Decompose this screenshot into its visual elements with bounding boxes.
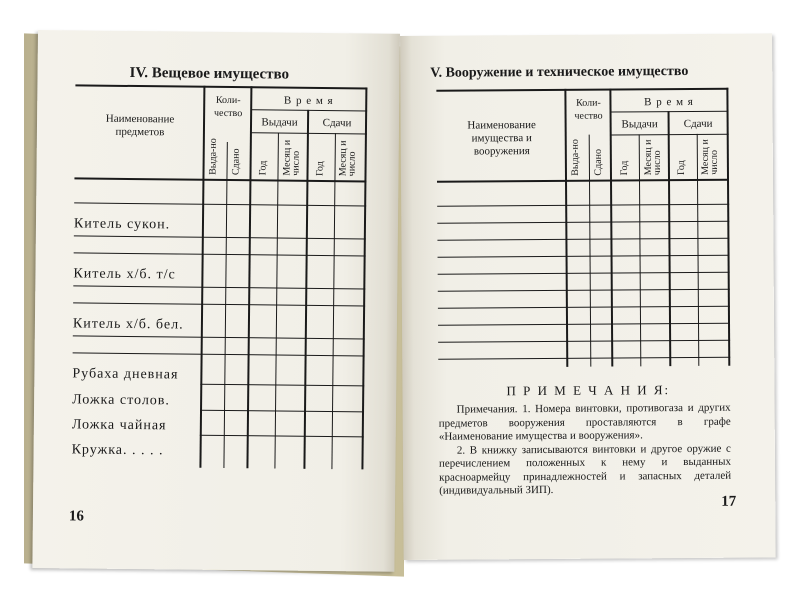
right-issue-header: Выдачи — [621, 118, 658, 131]
right-row-line — [438, 357, 730, 360]
right-row-line — [438, 306, 730, 309]
left-page — [32, 30, 400, 572]
left-header-bottom-rule — [74, 177, 366, 182]
left-header-top-rule — [75, 84, 367, 89]
right-return-header: Сдачи — [683, 117, 713, 131]
note-paragraph: 2. В книжку записываются винтовки и другое оружие с перечислением положенных к нему и выданных красноармейцу принадлежностей и запасных деталей (индивидуальный ЗИП). — [438, 442, 732, 497]
note-paragraph: Примечания. 1. Номера винтовки, противогаза и других предметов вооружения проставляются в графе «Наименование имущества и вооружения». — [438, 401, 731, 443]
list-item: Кружка. . . . . — [71, 442, 164, 459]
right-row-line — [438, 255, 730, 258]
page-number-left: 16 — [68, 508, 84, 525]
right-quantity-header: Коли-чество — [574, 97, 603, 122]
left-issue-header: Выдачи — [261, 116, 298, 129]
left-quantity-header: Коли-чество — [213, 94, 243, 120]
left-row-line — [73, 335, 365, 339]
left-col-rule — [274, 133, 279, 469]
left-row-line — [73, 352, 365, 356]
list-item: Ложка столов. — [72, 392, 171, 409]
left-returned-col-header: Сдано — [230, 148, 242, 176]
left-return-header: Сдачи — [322, 116, 352, 130]
page-number-right: 17 — [721, 493, 737, 510]
notes-text — [439, 402, 732, 499]
right-row-line — [437, 221, 729, 224]
right-time-header: В р е м я — [644, 95, 694, 109]
right-row-line — [438, 289, 730, 292]
right-row-line — [438, 323, 730, 326]
left-issue-year-header: Год — [257, 160, 269, 176]
list-item: Китель х/б. т/с — [73, 266, 176, 283]
right-row-line — [438, 272, 730, 275]
list-item: Рубаха дневная — [72, 366, 179, 383]
right-row-line — [437, 204, 729, 207]
left-col-rule — [331, 133, 336, 469]
right-name-header: Наименование имущества и вооружения — [467, 119, 536, 158]
left-row-line — [73, 285, 365, 289]
right-issued-col-header: Выда-но — [569, 139, 581, 176]
left-row-line — [74, 202, 366, 206]
left-row-line — [74, 235, 366, 239]
left-return-year-header: Год — [314, 161, 326, 177]
right-return-year-header: Год — [675, 160, 687, 176]
list-item: Китель сукон. — [73, 216, 171, 233]
left-issue-month-header: Месяц и число — [281, 139, 302, 176]
right-issue-month-header: Месяц и число — [642, 139, 663, 176]
right-page-title: V. Вооружение и техническое имущество — [430, 63, 689, 81]
left-row-line — [74, 252, 366, 256]
right-return-month-header: Месяц и число — [699, 139, 720, 175]
left-issued-col-header: Выда-но — [207, 138, 219, 175]
left-time-header: В р е м я — [283, 94, 334, 108]
right-col-rule — [589, 135, 592, 367]
right-returned-col-header: Сдано — [592, 149, 604, 176]
right-col-rule — [726, 88, 730, 366]
right-header-bottom-rule — [437, 179, 729, 183]
right-header-top-rule — [436, 88, 728, 92]
right-page — [400, 33, 776, 560]
left-col-rule — [303, 110, 309, 469]
list-item: Ложка чайная — [71, 417, 167, 434]
right-row-line — [438, 340, 730, 343]
left-return-month-header: Месяц и число — [337, 140, 358, 177]
notes-title: П Р И М Е Ч А Н И Я: — [506, 382, 671, 399]
right-issue-year-header: Год — [618, 160, 630, 176]
list-item: Китель х/б. бел. — [72, 316, 184, 333]
left-page-title: IV. Вещевое имущество — [129, 64, 290, 83]
right-row-line — [437, 238, 729, 241]
left-name-header: Наименование предметов — [105, 112, 175, 139]
right-col-rule — [639, 134, 642, 366]
right-col-rule — [564, 89, 568, 367]
right-col-rule — [697, 134, 700, 366]
left-row-line — [73, 302, 365, 306]
